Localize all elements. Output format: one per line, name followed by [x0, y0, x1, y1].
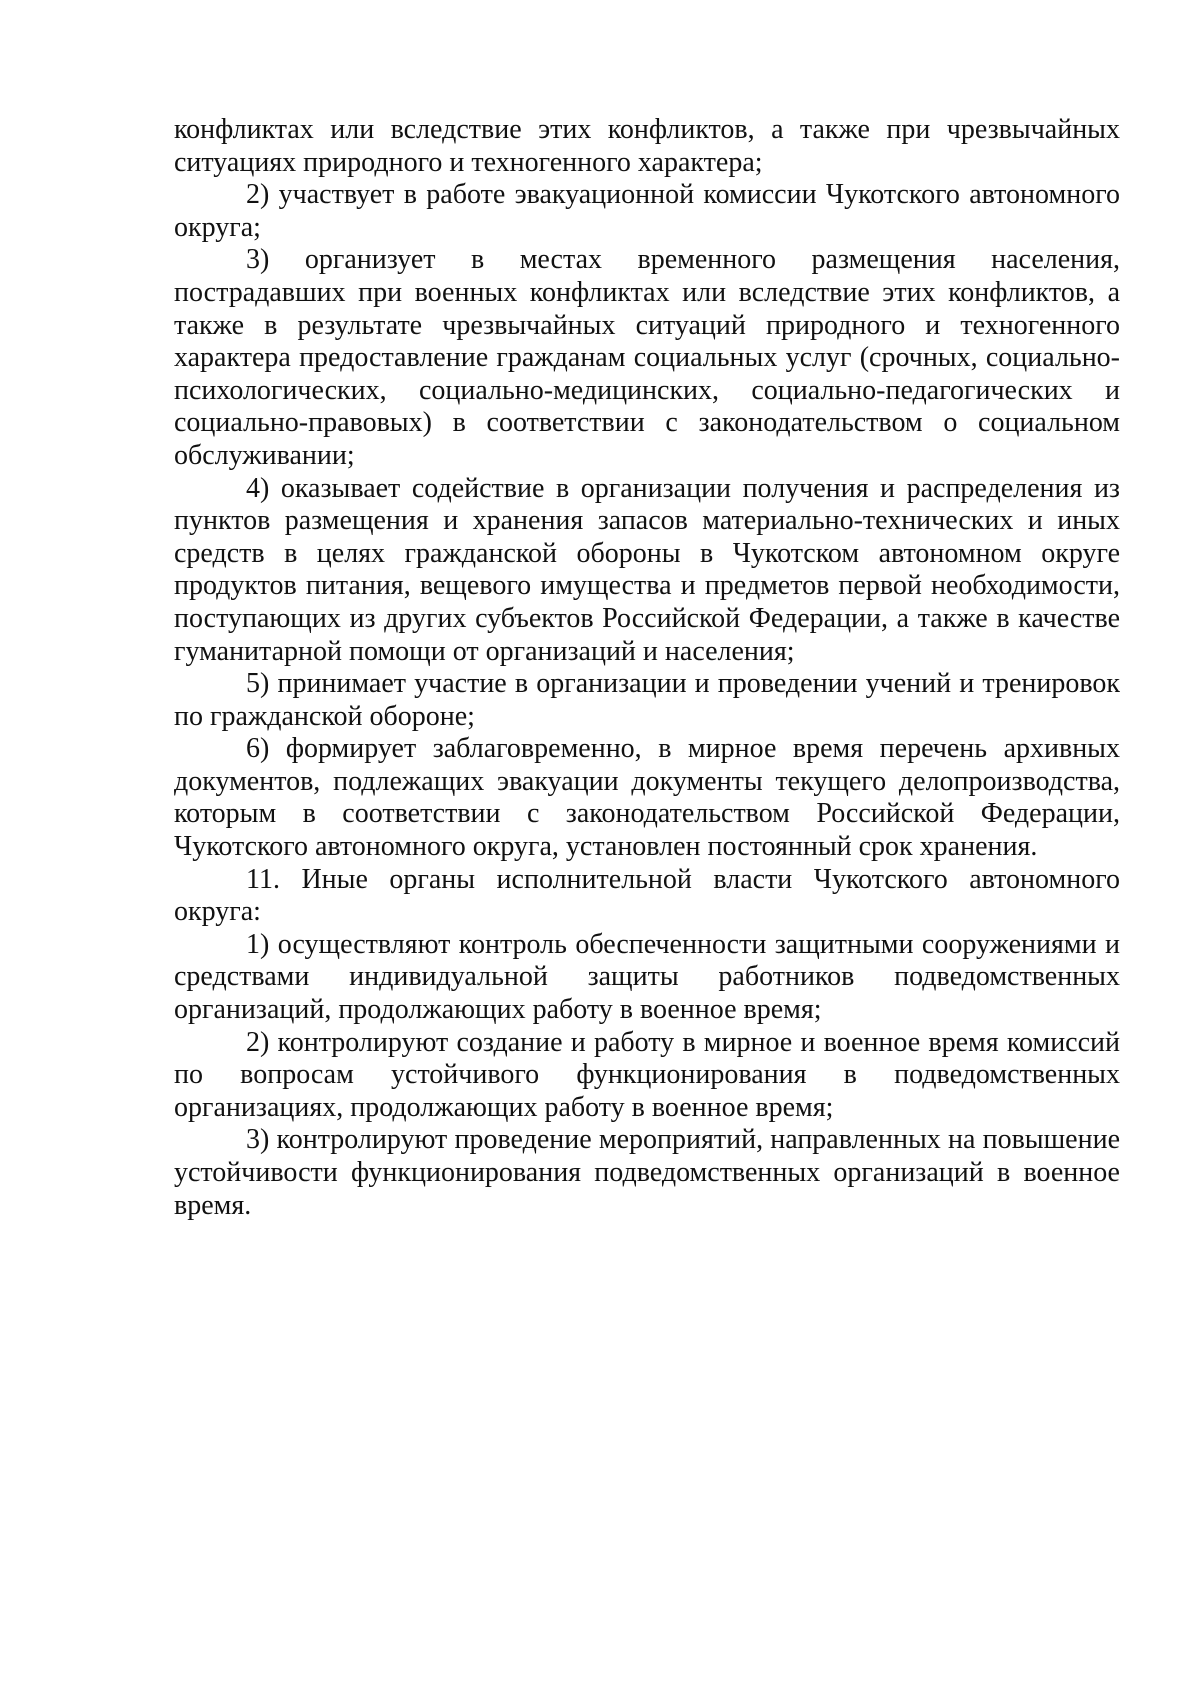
paragraph-section-11-item-2: 2) контролируют создание и работу в мирное и военное время комиссий по вопросам устойчивого функционирования в подведомственных организациях, продолжающих работу в военное время;	[174, 1026, 1120, 1123]
paragraph-item-4-supplies: 4) оказывает содействие в организации получения и распределения из пунктов размещения и хранения запасов материально-технических и иных средств в целях гражданской обороны в Чукотском автономном округе продуктов питания, вещевого имущества и предметов первой необходимости, поступающих из других субъектов Российской Федерации, а также в качестве гуманитарной помощи от организаций и населения;	[174, 472, 1120, 667]
paragraph-continuation: конфликтах или вследствие этих конфликтов, а также при чрезвычайных ситуациях природного и техногенного характера;	[174, 114, 1120, 178]
document-body	[174, 114, 1120, 1222]
paragraph-section-11: 11. Иные органы исполнительной власти Чукотского автономного округа:	[174, 863, 1120, 928]
paragraph-section-11-item-3: 3) контролируют проведение мероприятий, направленных на повышение устойчивости функционирования подведомственных организаций в военное время.	[174, 1124, 1120, 1221]
paragraph-item-2-evacuation-commission: 2) участвует в работе эвакуационной комиссии Чукотского автономного округа;	[174, 179, 1120, 243]
paragraph-item-5-training: 5) принимает участие в организации и проведении учений и тренировок по гражданской обороне;	[174, 668, 1120, 732]
paragraph-item-3-social-services: 3) организует в местах временного размещения населения, пострадавших при военных конфликтах или вследствие этих конфликтов, а также в результате чрезвычайных ситуаций природного и техногенного характера предоставление гражданам социальных услуг (срочных, социально-психологических, социально-медицинских, социально-педагогических и социально-правовых) в соответствии с законодательством о социальном обслуживании;	[174, 244, 1120, 471]
paragraph-section-11-item-1: 1) осуществляют контроль обеспеченности защитными сооружениями и средствами индивидуальной защиты работников подведомственных организаций, продолжающих работу в военное время;	[174, 928, 1120, 1026]
paragraph-item-6-archives: 6) формирует заблаговременно, в мирное время перечень архивных документов, подлежащих эвакуации документы текущего делопроизводства, которым в соответствии с законодательством Российской Федерации, Чукотского автономного округа, установлен постоянный срок хранения.	[174, 733, 1120, 863]
